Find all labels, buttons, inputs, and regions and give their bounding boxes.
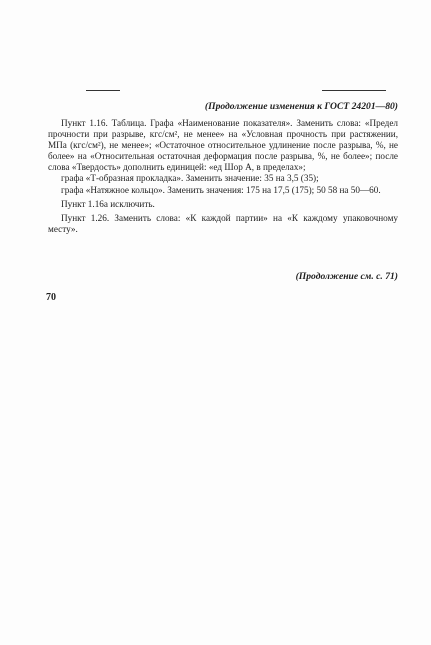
paragraph-tension-ring: графа «Натяжное кольцо». Заменить значения: 175 на 17,5 (175); 50 58 на 50—60. xyxy=(61,184,381,195)
document-body xyxy=(48,118,398,235)
paragraph-t-gasket: графа «Т-образная прокладка». Заменить значение: 35 на 3,5 (35); xyxy=(61,173,319,184)
header-rule-left xyxy=(86,90,120,91)
page-number: 70 xyxy=(46,292,56,303)
paragraph-item-1-26: Пункт 1.26. Заменить слова: «К каждой партии» на «К каждому упаковочному месту». xyxy=(48,212,398,234)
continuation-footer: (Продолжение см. с. 71) xyxy=(295,271,398,282)
paragraph-item-1-16a: Пункт 1.16а исключить. xyxy=(61,198,155,209)
continuation-header: (Продолжение изменения к ГОСТ 24201—80) xyxy=(204,101,398,112)
header-rule-right xyxy=(322,90,386,91)
paragraph-item-1-16: Пункт 1.16. Таблица. Графа «Наименование показателя». Заменить слова: «Предел прочности при разрыве, кгс/см², не менее» на «Условная прочность при растяжении, МПа (кгс/см²), не менее»; «Остаточное относительное удлинение после разрыва, %, не более» на «Относительная остаточная деформация после разрыва, %, не более»; после слова «Твердость» дополнить единицей: «ед Шор А, в пределах»; xyxy=(48,118,398,173)
